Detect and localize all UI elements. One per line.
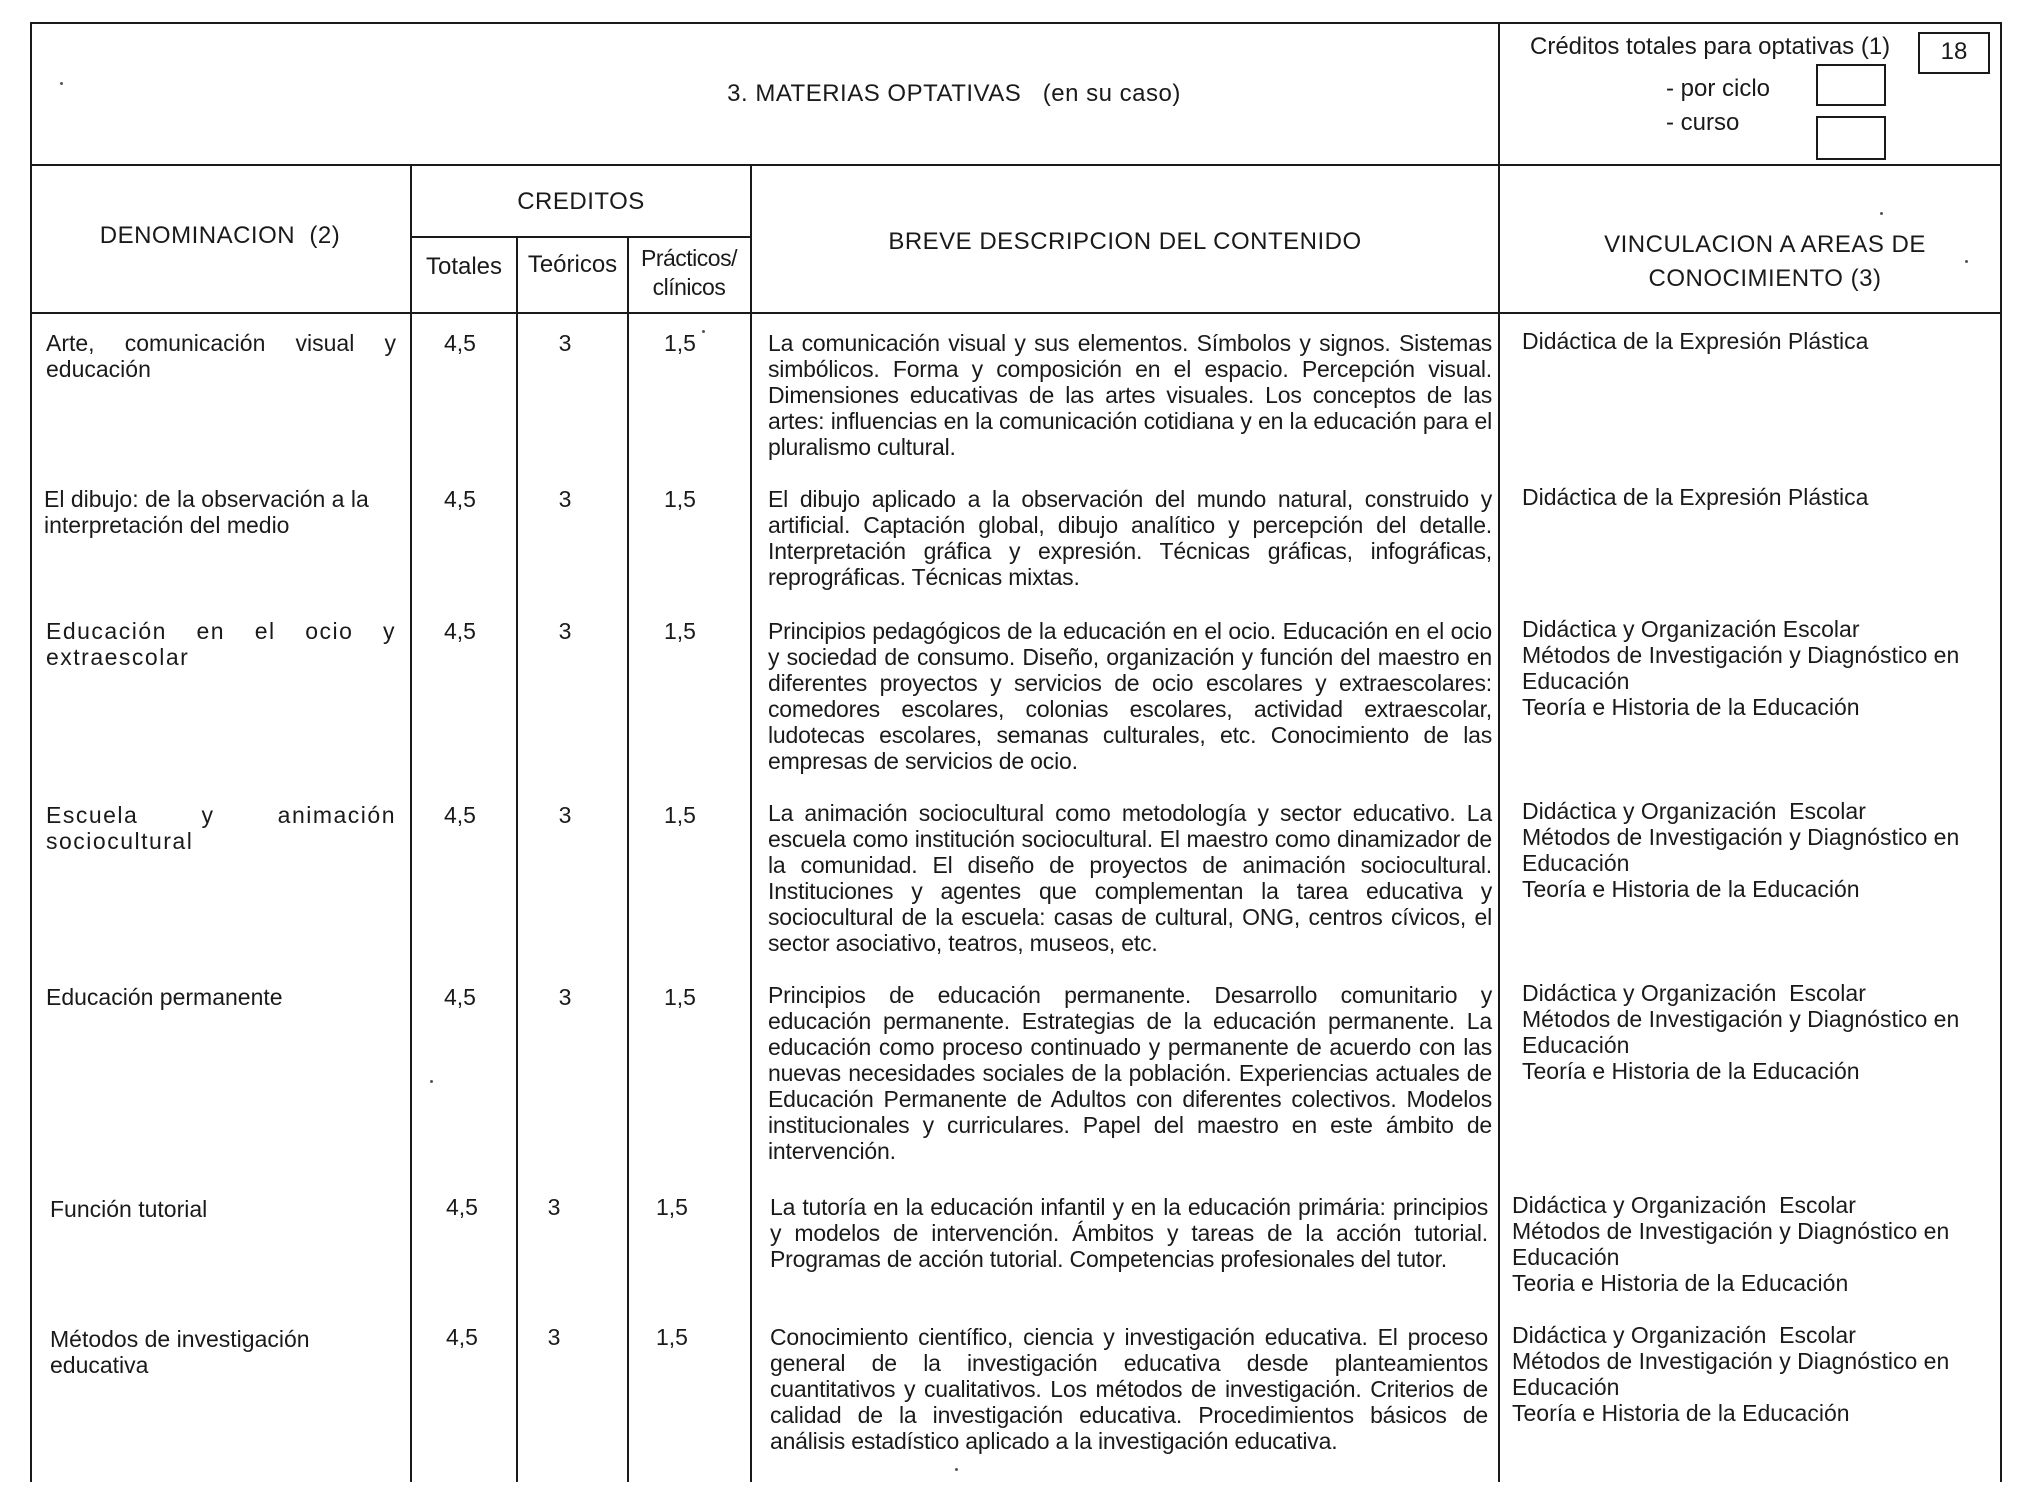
credits-total-label: Créditos totales para optativas (1) [1530,33,1891,60]
row-7-areas [1512,1322,2002,1426]
row-5-description: Principios de educación permanente. Desarrollo comunitario y educación permanente. Estrategias de la educación permanente. La educación como proceso continuado y permanente de acuerdo con las nuevas necesidades sociales de la población. Experiencias actuales de Educación Permanente de Adultos con diferentes colectivos. Modelos institucionales y curriculares. Papel del maestro en este ámbito de intervención. [768,982,1492,1164]
row-1-practicos: 1,5 [664,330,696,356]
row-3-area-1: Didáctica y Organización Escolar [1522,616,1860,642]
scan-speck [955,1468,958,1471]
row-6-totales: 4,5 [446,1194,478,1220]
row-5-area-3: Teoría e Historia de la Educación [1522,1058,1860,1084]
row-2-area-1: Didáctica de la Expresión Plástica [1522,484,1869,510]
col-sep-teoricos [627,236,629,1482]
row-6-areas [1512,1192,2002,1296]
column-header-bottom-border [30,312,2000,314]
row-3-teoricos: 3 [558,618,572,644]
row-1-description: La comunicación visual y sus elementos. Símbolos y signos. Sistemas simbólicos. Forma y composición en el espacio. Percepción visual. Dimensiones educativas de las artes visuales. Los conceptos de las artes: influencias en la comunicación cotidiana y en la educación para el pluralismo cultural. [768,330,1492,460]
row-2-description: El dibujo aplicado a la observación del mundo natural, construido y artificial. Captación global, dibujo analítico y percepción del detalle. Interpretación gráfica y expresión. Técnicas gráficas, infográficas, reprográficas. Técnicas mixtas. [768,486,1492,590]
per-cycle-box [1816,64,1886,106]
row-5-area-2: Métodos de Investigación y Diagnóstico en Educación [1522,1006,1960,1058]
col-sep-creditos [750,164,752,1482]
row-3-area-3: Teoría e Historia de la Educación [1522,694,1860,720]
scan-speck [702,330,705,333]
row-6-description: La tutoría en la educación infantil y en la educación primária: principios y modelos de intervención. Ámbitos y tareas de la acción tutorial. Programas de acción tutorial. Competencias profesionales del tutor. [770,1194,1488,1272]
creditos-subheader-border [412,236,752,238]
scan-speck [430,1080,433,1083]
credits-total-value: 18 [1940,38,1968,65]
row-3-name: Educación en el ocio y extraescolar [46,618,396,670]
scan-speck [60,82,63,85]
row-4-name: Escuela y animación sociocultural [46,802,396,854]
col-header-totales: Totales [425,253,503,280]
row-7-teoricos: 3 [547,1324,561,1350]
row-5-practicos: 1,5 [664,984,696,1010]
row-4-area-3: Teoría e Historia de la Educación [1522,876,1860,902]
per-course-label: - curso [1666,109,1740,136]
row-2-practicos: 1,5 [664,486,696,512]
row-7-totales: 4,5 [446,1324,478,1350]
row-3-area-2: Métodos de Investigación y Diagnóstico en Educación [1522,642,1960,694]
row-6-area-2: Métodos de Investigación y Diagnóstico en Educación [1512,1218,1950,1270]
section-title: 3. MATERIAS OPTATIVAS (en su caso) [727,80,1181,107]
row-1-areas [1522,328,2012,354]
row-7-area-3: Teoría e Historia de la Educación [1512,1400,1850,1426]
row-4-area-1: Didáctica y Organización Escolar [1522,798,1866,824]
row-7-description: Conocimiento científico, ciencia y investigación educativa. El proceso general de la investigación educativa desde planteamientos cuantitativos y cualitativos. Los métodos de investigación. Criterios de calidad de la investigación educativa. Procedimientos básicos de análisis estadístico aplicado a la investigación educativa. [770,1324,1488,1454]
row-4-practicos: 1,5 [664,802,696,828]
per-cycle-label: - por ciclo [1666,75,1771,102]
col-header-teoricos: Teóricos [527,251,618,278]
row-2-teoricos: 3 [558,486,572,512]
per-course-box [1816,116,1886,160]
col-header-descripcion: BREVE DESCRIPCION DEL CONTENIDO [888,228,1362,255]
col-header-denominacion: DENOMINACION (2) [99,222,341,249]
row-4-areas [1522,798,1992,902]
row-5-name: Educación permanente [46,984,283,1010]
row-6-name: Función tutorial [50,1196,208,1222]
top-border [30,22,2000,24]
scan-speck [1965,260,1968,263]
row-5-teoricos: 3 [558,984,572,1010]
row-7-area-2: Métodos de Investigación y Diagnóstico en Educación [1512,1348,1950,1400]
row-1-teoricos: 3 [558,330,572,356]
row-6-practicos: 1,5 [656,1194,688,1220]
row-4-area-2: Métodos de Investigación y Diagnóstico en Educación [1522,824,1960,876]
row-1-area-1: Didáctica de la Expresión Plástica [1522,328,1869,354]
col-sep-denominacion [410,164,412,1482]
row-4-totales: 4,5 [444,802,476,828]
row-2-totales: 4,5 [444,486,476,512]
row-3-areas [1522,616,1992,720]
row-7-practicos: 1,5 [656,1324,688,1350]
row-2-name: El dibujo: de la observación a la interpretación del medio [44,486,369,538]
col-header-creditos: CREDITOS [517,188,645,215]
row-5-totales: 4,5 [444,984,476,1010]
row-1-totales: 4,5 [444,330,476,356]
row-7-area-1: Didáctica y Organización Escolar [1512,1322,1856,1348]
row-4-description: La animación sociocultural como metodología y sector educativo. La escuela como institución sociocultural. El maestro como dinamizador de la comunidad. El diseño de proyectos de animación sociocultural. Instituciones y agentes que complementan la tarea educativa y sociocultural de la escuela: casas de cultural, ONG, centros cívicos, el sector asociativo, teatros, museos, etc. [768,800,1492,956]
row-2-areas [1522,484,2012,510]
row-1-name: Arte, comunicación visual y educación [46,330,396,382]
col-header-practicos: Prácticos/ clínicos [641,245,737,300]
row-3-practicos: 1,5 [664,618,696,644]
row-7-name: Métodos de investigación educativa [50,1326,310,1378]
col-sep-descripcion [1498,22,1500,1482]
col-header-vinculacion: VINCULACION A AREAS DE CONOCIMIENTO (3) [1604,231,1926,292]
col-sep-totales [516,236,518,1482]
row-5-areas [1522,980,1992,1084]
row-5-area-1: Didáctica y Organización Escolar [1522,980,1866,1006]
row-6-area-3: Teoria e Historia de la Educación [1512,1270,1849,1296]
scan-speck [1880,212,1883,215]
row-3-description: Principios pedagógicos de la educación en el ocio. Educación en el ocio y sociedad de consumo. Diseño, organización y función del maestro en diferentes proyectos y servicios de ocio escolares y extraescolares: comedores escolares, colonias escolares, actividad extraescolar, ludotecas escolares, semanas culturales, etc. Conocimiento de las empresas de servicios de ocio. [768,618,1492,774]
header-bottom-border [30,164,2000,166]
row-4-teoricos: 3 [558,802,572,828]
row-6-teoricos: 3 [547,1194,561,1220]
row-3-totales: 4,5 [444,618,476,644]
credits-total-box [1918,32,1990,74]
row-6-area-1: Didáctica y Organización Escolar [1512,1192,1856,1218]
